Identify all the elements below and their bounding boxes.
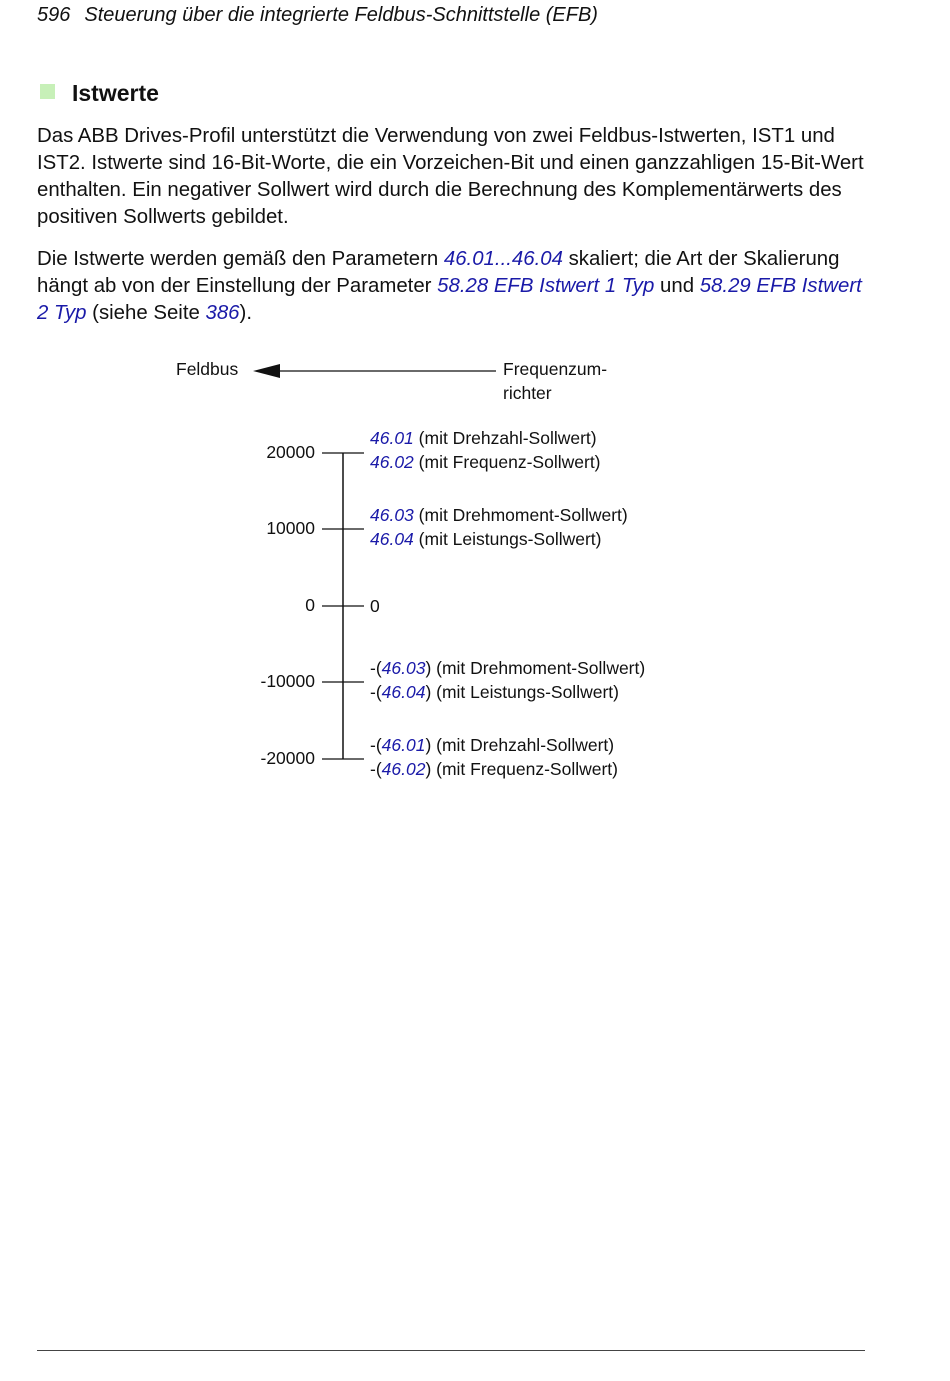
- paragraph-intro: Das ABB Drives-Profil unterstützt die Verwendung von zwei Feldbus-Istwerten, IST1 und IST2. Istwerte sind 16-Bit-Worte, die ein Vorzeichen-Bit und einen ganzzahligen 15-Bit-Wert enthalten. Ein negativer Sollwert wird durch die Berechnung des Komplementärwerts des positiven Sollwerts gebildet.: [37, 125, 864, 228]
- paragraph-text: skaliert; die Art der Skalierung hängt ab von der Einstellung der Parameter: [37, 248, 840, 297]
- row-prefix: -(: [370, 682, 382, 702]
- row-suffix: ) (mit Drehzahl-Sollwert): [425, 735, 615, 755]
- row-suffix: (mit Frequenz-Sollwert): [413, 452, 601, 472]
- row-suffix: (mit Leistungs-Sollwert): [413, 529, 602, 549]
- param-link-58-29[interactable]: 58.29 EFB Istwert 2 Typ: [37, 275, 862, 324]
- row-line: [370, 450, 601, 474]
- row-prefix: -(: [370, 658, 382, 678]
- scale-value: -20000: [260, 748, 315, 768]
- param-link[interactable]: 46.04: [370, 529, 414, 549]
- param-link-46-01[interactable]: 46.01: [443, 248, 495, 270]
- label-line: Frequenzum-: [503, 359, 608, 379]
- param-link[interactable]: 46.04: [381, 682, 426, 702]
- arrow-head-icon: [253, 364, 280, 378]
- scale-row-20000: [370, 426, 601, 474]
- row-suffix: (mit Drehzahl-Sollwert): [413, 428, 597, 448]
- row-line: [370, 656, 645, 680]
- section-title: Istwerte: [72, 80, 159, 106]
- param-link-46-04[interactable]: 46.04: [511, 248, 563, 270]
- row-line: [370, 680, 645, 704]
- page-number: 596: [37, 4, 71, 26]
- scale-row-minus-20000: [370, 733, 618, 781]
- row-line: [370, 426, 601, 450]
- row-line: [370, 733, 618, 757]
- row-line: [370, 503, 628, 527]
- paragraph-text: Die Istwerte werden gemäß den Parametern: [37, 248, 444, 270]
- param-link[interactable]: 46.03: [381, 658, 426, 678]
- row-suffix: ) (mit Leistungs-Sollwert): [425, 682, 619, 702]
- row-prefix: -(: [370, 759, 382, 779]
- paragraph-text: (siehe Seite: [86, 302, 206, 324]
- footer-divider: [37, 1350, 865, 1351]
- param-link-58-28[interactable]: 58.28 EFB Istwert 1 Typ: [437, 275, 655, 297]
- scale-value: -10000: [260, 671, 315, 691]
- row-suffix: ) (mit Drehmoment-Sollwert): [425, 658, 646, 678]
- scale-row-10000: [370, 503, 628, 551]
- label-feldbus: Feldbus: [176, 359, 239, 379]
- param-link[interactable]: 46.02: [370, 452, 414, 472]
- row-line: [370, 527, 628, 551]
- row-prefix: -(: [370, 735, 382, 755]
- row-suffix: (mit Drehmoment-Sollwert): [413, 505, 628, 525]
- param-link[interactable]: 46.03: [370, 505, 414, 525]
- paragraph-text: ).: [239, 302, 252, 324]
- running-title: Steuerung über die integrierte Feldbus-Schnittstelle (EFB): [84, 4, 598, 26]
- page-link-386[interactable]: 386: [205, 302, 240, 324]
- scale-row-0: [370, 594, 380, 618]
- scale-value: 20000: [266, 442, 315, 462]
- row-line: [370, 757, 618, 781]
- label-frequenzumrichter: [503, 357, 607, 405]
- row-prefix: 0: [370, 596, 380, 616]
- param-link[interactable]: 46.02: [381, 759, 426, 779]
- scale-value: 10000: [266, 518, 315, 538]
- scale-row-minus-10000: [370, 656, 645, 704]
- scale-value: 0: [305, 595, 315, 615]
- param-link[interactable]: 46.01: [370, 428, 414, 448]
- param-link[interactable]: 46.01: [381, 735, 426, 755]
- row-suffix: ) (mit Frequenz-Sollwert): [425, 759, 618, 779]
- label-line: richter: [503, 383, 552, 403]
- ellipsis: ...: [494, 248, 512, 270]
- row-line: [370, 594, 380, 618]
- paragraph-text: und: [654, 275, 700, 297]
